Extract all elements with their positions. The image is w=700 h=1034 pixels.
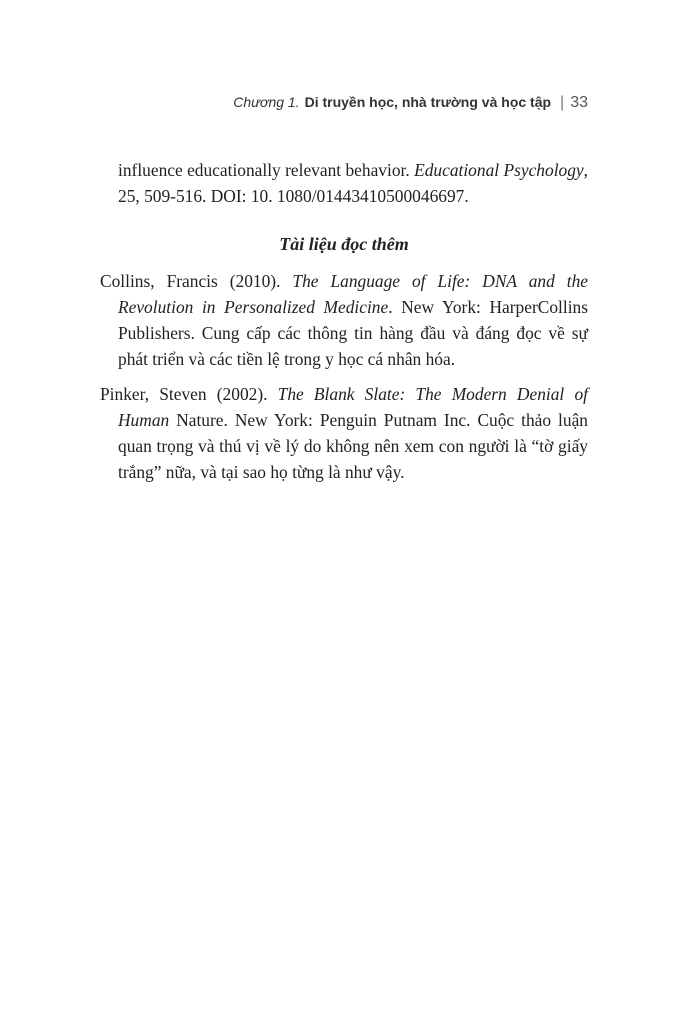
chapter-title: Di truyền học, nhà trường và học tập (304, 94, 552, 110)
continuation-details: , 25, 509-516. DOI: 10. 1080/01443410500046697. (118, 160, 588, 206)
reference-author: Collins, Francis (2010). (100, 271, 293, 291)
further-reading-list (100, 268, 588, 494)
section-heading: Tài liệu đọc thêm (279, 234, 409, 254)
page-number: 33 (570, 94, 588, 111)
reference-continuation (100, 157, 588, 209)
reference-entry-pinker (100, 381, 588, 485)
reference-entry-collins (100, 268, 588, 372)
running-header (233, 94, 588, 112)
chapter-label: Chương 1. (233, 94, 300, 110)
reference-details: . New York: HarperCollins Publishers. Cung cấp các thông tin hàng đầu và đáng đọc về sự phát triển và các tiền lệ trong y học cá nhân hóa. (118, 297, 588, 369)
reference-details: Nature. New York: Penguin Putnam Inc. Cuộc thảo luận quan trọng và thú vị về lý do không nên xem con người là “tờ giấy trắng” nữa, và tại sao họ từng là như vậy. (118, 410, 588, 482)
header-separator: | (560, 94, 565, 111)
reference-author: Pinker, Steven (2002). (100, 384, 278, 404)
reference-title: The Blank Slate: The Modern Denial of Human (118, 384, 588, 430)
continuation-text: influence educationally relevant behavior. (118, 160, 410, 180)
continuation-journal: Educational Psychology (414, 160, 584, 180)
reference-title: The Language of Life: DNA and the Revolution in Personalized Medicine (118, 271, 588, 317)
